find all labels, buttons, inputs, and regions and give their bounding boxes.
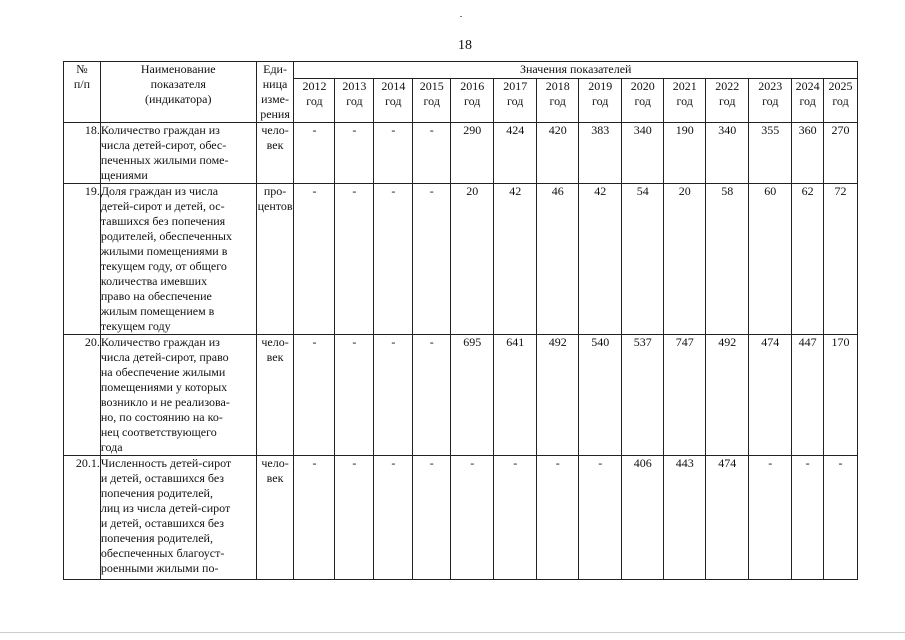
indicator-value: 747 bbox=[664, 335, 706, 456]
header-year: 2013 год bbox=[335, 79, 374, 123]
header-unit: Еди- ница изме- рения bbox=[256, 62, 294, 123]
indicator-value: 270 bbox=[824, 123, 858, 184]
indicator-value: - bbox=[579, 456, 622, 580]
indicators-table bbox=[63, 61, 858, 580]
indicator-value: 20 bbox=[451, 184, 494, 335]
indicator-value: - bbox=[335, 123, 374, 184]
indicator-value: 170 bbox=[824, 335, 858, 456]
indicator-value: - bbox=[335, 184, 374, 335]
header-year: 2016 год bbox=[451, 79, 494, 123]
header-year: 2025 год bbox=[824, 79, 858, 123]
header-year: 2020 год bbox=[622, 79, 664, 123]
indicator-value: - bbox=[294, 184, 335, 335]
indicator-value: 383 bbox=[579, 123, 622, 184]
indicator-value: - bbox=[335, 456, 374, 580]
indicator-value: 474 bbox=[749, 335, 792, 456]
table-row bbox=[64, 123, 858, 184]
header-year: 2012 год bbox=[294, 79, 335, 123]
header-year: 2021 год bbox=[664, 79, 706, 123]
indicator-value: 60 bbox=[749, 184, 792, 335]
indicator-value: - bbox=[374, 335, 413, 456]
table-row bbox=[64, 184, 858, 335]
unit-of-measure: чело- век bbox=[256, 123, 294, 184]
row-number: 20. bbox=[64, 335, 101, 456]
indicator-value: 443 bbox=[664, 456, 706, 580]
indicator-value: 20 bbox=[664, 184, 706, 335]
unit-of-measure: про- центов bbox=[256, 184, 294, 335]
indicator-value: 190 bbox=[664, 123, 706, 184]
row-number: 19. bbox=[64, 184, 101, 335]
indicator-value: - bbox=[413, 335, 451, 456]
table-header bbox=[64, 62, 858, 123]
indicator-value: - bbox=[413, 456, 451, 580]
header-year: 2014 год bbox=[374, 79, 413, 123]
indicator-value: 695 bbox=[451, 335, 494, 456]
indicator-name: Количество граждан из числа детей-сирот, право на обеспечение жилыми помещениями у которых возникло и не реализова- но, по состоянию на ко- нец соответствующего года bbox=[100, 335, 256, 456]
indicator-value: - bbox=[294, 456, 335, 580]
indicator-value: - bbox=[294, 123, 335, 184]
indicator-value: 424 bbox=[494, 123, 537, 184]
header-year: 2022 год bbox=[706, 79, 749, 123]
header-year: 2015 год bbox=[413, 79, 451, 123]
indicator-value: 42 bbox=[579, 184, 622, 335]
indicator-value: 54 bbox=[622, 184, 664, 335]
indicator-value: - bbox=[494, 456, 537, 580]
indicator-value: - bbox=[749, 456, 792, 580]
indicator-value: 537 bbox=[622, 335, 664, 456]
indicator-name: Доля граждан из числа детей-сирот и детей, ос- тавшихся без попечения родителей, обеспеченных жилыми помещениями в текущем году, от общего количества имевших право на обеспечение жилым помещением в текущем году bbox=[100, 184, 256, 335]
indicator-value: 290 bbox=[451, 123, 494, 184]
header-num: № п/п bbox=[64, 62, 101, 123]
indicator-value: - bbox=[374, 456, 413, 580]
row-number: 20.1. bbox=[64, 456, 101, 580]
scan-edge-line bbox=[0, 632, 905, 633]
scan-speck bbox=[460, 16, 462, 17]
indicator-name: Численность детей-сирот и детей, оставшихся без попечения родителей, лиц из числа детей-сирот и детей, оставшихся без попечения родителей, обеспеченных благоуст- роенными жилыми по- bbox=[100, 456, 256, 580]
indicator-value: - bbox=[374, 123, 413, 184]
indicator-value: 72 bbox=[824, 184, 858, 335]
indicator-value: - bbox=[413, 123, 451, 184]
indicator-value: 447 bbox=[792, 335, 824, 456]
indicator-value: 641 bbox=[494, 335, 537, 456]
unit-of-measure: чело- век bbox=[256, 335, 294, 456]
header-year: 2018 год bbox=[537, 79, 579, 123]
indicator-value: - bbox=[413, 184, 451, 335]
indicator-value: 62 bbox=[792, 184, 824, 335]
row-number: 18. bbox=[64, 123, 101, 184]
header-name: Наименование показателя (индикатора) bbox=[100, 62, 256, 123]
header-year: 2024 год bbox=[792, 79, 824, 123]
table-row bbox=[64, 456, 858, 580]
table-row bbox=[64, 335, 858, 456]
indicator-value: 42 bbox=[494, 184, 537, 335]
indicator-value: 360 bbox=[792, 123, 824, 184]
header-year: 2019 год bbox=[579, 79, 622, 123]
indicator-value: - bbox=[792, 456, 824, 580]
indicator-value: - bbox=[537, 456, 579, 580]
indicator-value: 420 bbox=[537, 123, 579, 184]
indicator-value: 46 bbox=[537, 184, 579, 335]
table-body bbox=[64, 123, 858, 580]
indicator-value: 340 bbox=[622, 123, 664, 184]
header-values-title: Значения показателей bbox=[294, 62, 858, 79]
indicator-value: - bbox=[374, 184, 413, 335]
indicator-value: 492 bbox=[706, 335, 749, 456]
indicator-value: - bbox=[451, 456, 494, 580]
unit-of-measure: чело- век bbox=[256, 456, 294, 580]
indicator-name: Количество граждан из числа детей-сирот, обес- печенных жилыми помe- щениями bbox=[100, 123, 256, 184]
page-number: 18 bbox=[458, 38, 472, 53]
indicator-value: - bbox=[335, 335, 374, 456]
header-year: 2017 год bbox=[494, 79, 537, 123]
indicator-value: 406 bbox=[622, 456, 664, 580]
indicator-value: 474 bbox=[706, 456, 749, 580]
indicator-value: - bbox=[824, 456, 858, 580]
indicator-value: 540 bbox=[579, 335, 622, 456]
header-year: 2023 год bbox=[749, 79, 792, 123]
indicator-value: 492 bbox=[537, 335, 579, 456]
indicator-value: 340 bbox=[706, 123, 749, 184]
indicator-value: - bbox=[294, 335, 335, 456]
indicator-value: 58 bbox=[706, 184, 749, 335]
indicator-value: 355 bbox=[749, 123, 792, 184]
